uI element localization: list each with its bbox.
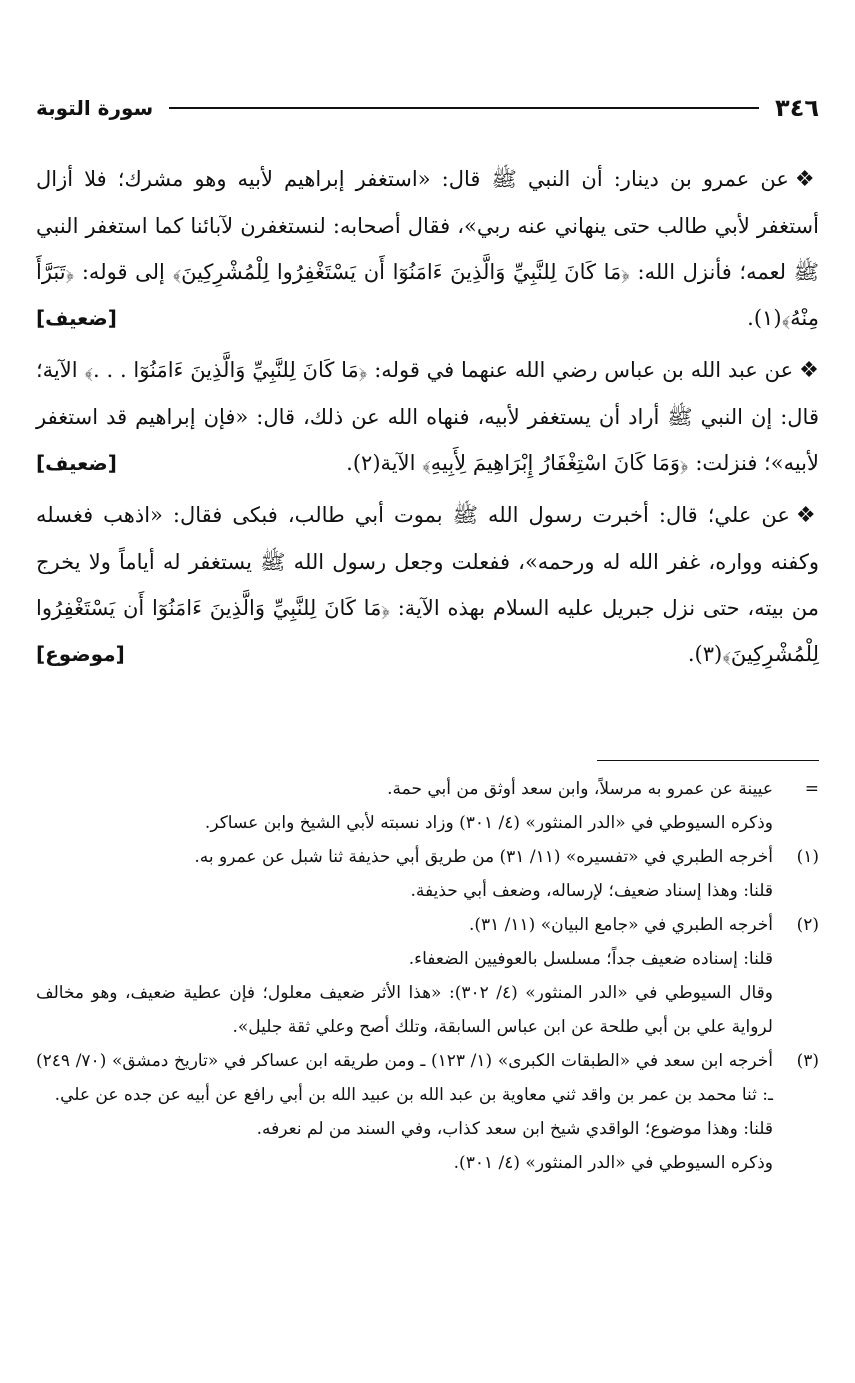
page-header <box>36 86 819 130</box>
grade-label: [موضوع] <box>36 642 125 666</box>
hadith-text: عن علي؛ قال: أخبرت رسول الله ﷺ بموت أبي طالب، فبكى فقال: «اذهب فغسله وكفنه وواره، غفر الله له ورحمه»، ففعلت وجعل رسول الله ﷺ يستغفر له أياماً ولا يخرج من بيته، حتى نزل جبريل عليه السلام بهذه الآية: ﴿مَا كَانَ لِلنَّبِيِّ وَالَّذِينَ ءَامَنُوٓا أَن يَسْتَغْفِرُوا لِلْمُشْرِكِينَ﴾(٣). <box>36 503 819 666</box>
footnote-separator <box>597 760 819 761</box>
footnote-marker: (٣) <box>796 1051 819 1071</box>
star-bullet-icon: ❖ <box>794 167 819 192</box>
footnote-line: قلنا: وهذا موضوع؛ الواقدي شيخ ابن سعد كذاب، وفي السند من لم نعرفه. <box>256 1119 773 1139</box>
hadith-entry <box>36 492 819 677</box>
grade-label: [ضعيف] <box>36 306 117 330</box>
footnote-line: قلنا: إسناده ضعيف جداً؛ مسلسل بالعوفيين الضعفاء. <box>408 949 773 969</box>
header-rule <box>169 107 759 109</box>
hadith-entry <box>36 156 819 341</box>
footnote-marker: (١) <box>796 847 819 867</box>
footnote-line: وذكره السيوطي في «الدر المنثور» (٤/ ٣٠١). <box>453 1153 773 1173</box>
footnote <box>36 772 819 840</box>
grade-label: [ضعيف] <box>36 451 117 475</box>
page-number: ٣٤٦ <box>775 94 819 122</box>
footnote-line: عيينة عن عمرو به مرسلاً، وابن سعد أوثق من أبي حمة. <box>387 779 773 799</box>
footnote <box>36 908 819 1044</box>
hadith-text: عن عمرو بن دينار: أن النبي ﷺ قال: «استغفر إبراهيم لأبيه وهو مشرك؛ فلا أزال أستغفر لأبي طالب حتى ينهاني عنه ربي»، فقال أصحابه: لنستغفرن لآبائنا كما استغفر النبي ﷺ لعمه؛ فأنزل الله: ﴿مَا كَانَ لِلنَّبِيِّ وَالَّذِينَ ءَامَنُوٓا أَن يَسْتَغْفِرُوا لِلْمُشْرِكِينَ﴾ إلى قوله: ﴿تَبَرَّأَ مِنْهُ﴾(١). <box>36 167 819 330</box>
footnote-marker: = <box>804 779 819 799</box>
footnote <box>36 840 819 908</box>
footnote-line: أخرجه الطبري في «تفسيره» (١١/ ٣١) من طريق أبي حذيفة ثنا شبل عن عمرو به. <box>194 847 773 867</box>
footnotes <box>36 772 819 1180</box>
main-text <box>36 156 819 683</box>
footnote-line: وذكره السيوطي في «الدر المنثور» (٤/ ٣٠١) وزاد نسبته لأبي الشيخ وابن عساكر. <box>204 813 773 833</box>
surah-name: سورة التوبة <box>36 96 154 120</box>
hadith-entry <box>36 347 819 486</box>
footnote-line: وقال السيوطي في «الدر المنثور» (٤/ ٣٠٢): «هذا الأثر ضعيف معلول؛ فإن عطية ضعيف، وهو مخالف لرواية علي بن أبي طلحة عن ابن عباس السابقة، وتلك أصح وعلي ثقة جليل». <box>36 983 773 1037</box>
footnote <box>36 1044 819 1180</box>
footnote-marker: (٢) <box>796 915 819 935</box>
star-bullet-icon: ❖ <box>799 358 819 383</box>
footnote-line: أخرجه ابن سعد في «الطبقات الكبرى» (١/ ١٢٣) ـ ومن طريقه ابن عساكر في «تاريخ دمشق» (٧٠/ ٢٤٩) ـ: ثنا محمد بن عمر بن واقد ثني معاوية بن عبد الله بن عبيد الله بن أبي رافع عن أبيه عن جده عن علي. <box>36 1051 773 1105</box>
footnote-line: أخرجه الطبري في «جامع البيان» (١١/ ٣١). <box>468 915 773 935</box>
star-bullet-icon: ❖ <box>795 503 819 528</box>
footnote-line: قلنا: وهذا إسناد ضعيف؛ لإرساله، وضعف أبي حذيفة. <box>410 881 773 901</box>
hadith-text: عن عبد الله بن عباس رضي الله عنهما في قوله: ﴿مَا كَانَ لِلنَّبِيِّ وَالَّذِينَ ءَامَنُوٓا . . .﴾ الآية؛ قال: إن النبي ﷺ أراد أن يستغفر لأبيه، فنهاه الله عن ذلك، قال: «فإن إبراهيم قد استغفر لأبيه»؛ فنزلت: ﴿وَمَا كَانَ اسْتِغْفَارُ إِبْرَاهِيمَ لِأَبِيهِ﴾ الآية(٢). <box>36 358 819 475</box>
